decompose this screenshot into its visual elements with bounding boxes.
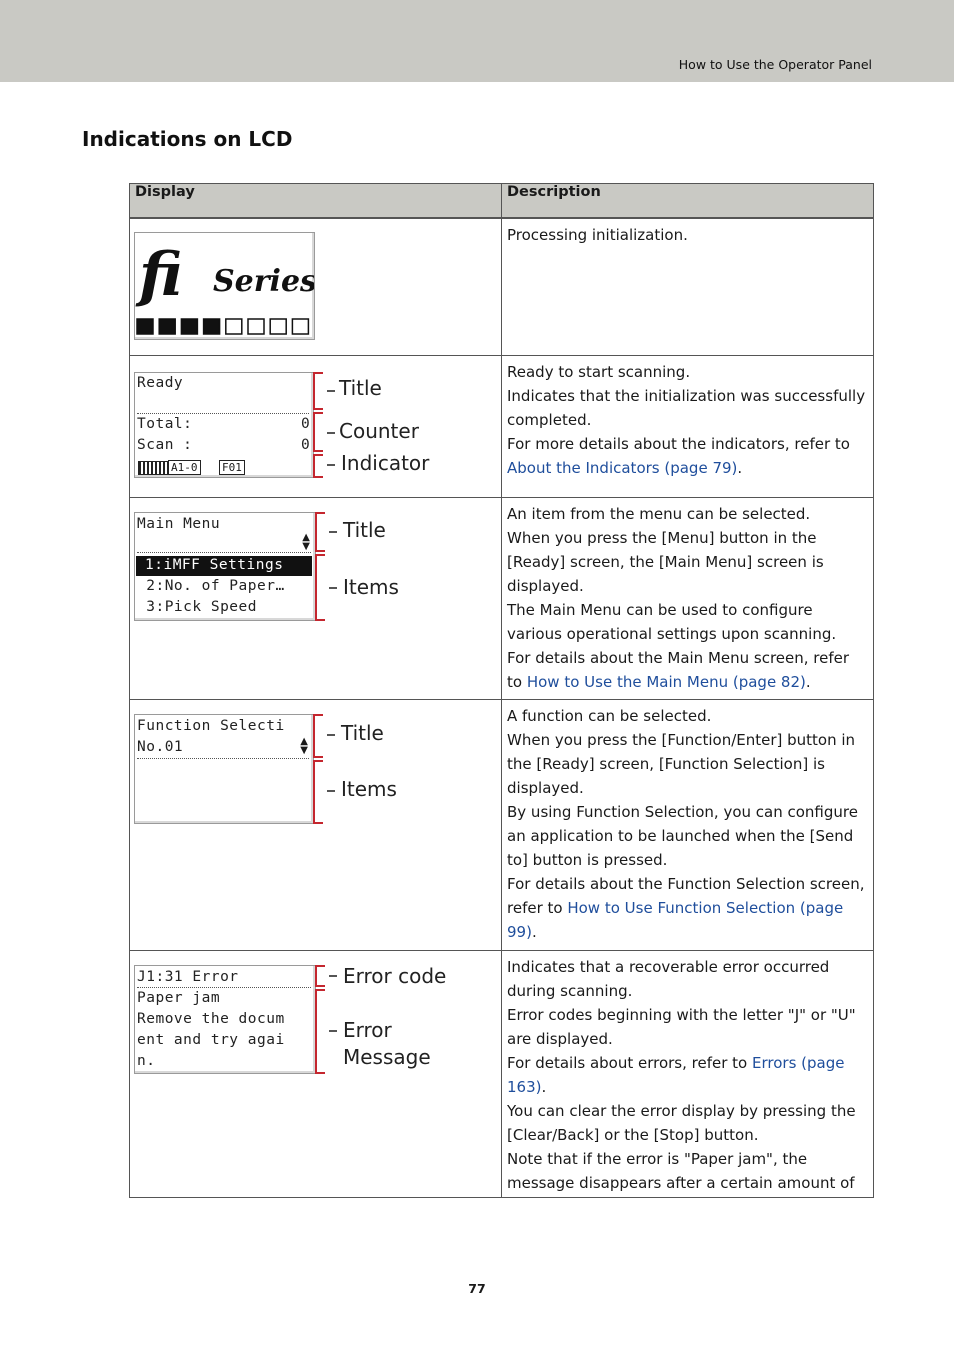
lcd-function-selection-screen <box>134 714 314 824</box>
description-paragraph <box>507 384 868 432</box>
menu-item-3: 3:Pick Speed <box>137 598 257 615</box>
callout-tick <box>327 790 335 792</box>
lcd-scan-value: 0 <box>301 436 311 453</box>
menu-item-2: 2:No. of Paper… <box>137 577 285 594</box>
callout-tick <box>327 734 335 736</box>
reference-link[interactable]: Errors (page 163) <box>507 1053 845 1096</box>
callout-title: Title <box>343 517 386 542</box>
table-row <box>130 950 874 1197</box>
description-text: Processing initialization. <box>507 226 688 244</box>
progress-block-empty <box>292 319 308 334</box>
description-paragraph <box>507 1003 868 1051</box>
description-paragraph <box>507 360 868 384</box>
callout-error: Error <box>343 1017 392 1042</box>
progress-block-filled <box>181 319 197 334</box>
callout-items: Items <box>341 776 397 801</box>
progress-block-empty <box>270 319 286 334</box>
table-row <box>130 355 874 497</box>
callout-counter: Counter <box>339 418 419 443</box>
battery-icon <box>138 461 168 475</box>
description-text: Ready to start scanning. <box>507 362 691 381</box>
table-row <box>130 699 874 950</box>
description-text: You can clear the error display by pressing the [Clear/Back] or the [Stop] button. <box>507 1101 856 1144</box>
callout-title: Title <box>341 720 384 745</box>
lcd-title-line: Ready <box>137 374 184 391</box>
indicator-box-f01: F01 <box>219 460 245 475</box>
lcd-number-line: No.01 <box>137 738 184 755</box>
callout-bracket-indicator <box>313 454 323 478</box>
scroll-arrows-icon: ▲ ▼ <box>300 735 308 756</box>
description-cell <box>502 950 874 1197</box>
scroll-arrows-icon: ▲ ▼ <box>302 531 310 552</box>
description-paragraph <box>507 704 868 728</box>
running-header: How to Use the Operator Panel <box>678 57 872 72</box>
description-text: By using Function Selection, you can configure an application to be launched when the [Send to] button is pressed. <box>507 802 858 869</box>
lcd-divider <box>137 987 311 988</box>
lcd-ready-screen <box>134 372 314 478</box>
progress-indicator <box>137 319 308 334</box>
table-row <box>130 218 874 355</box>
callout-indicator: Indicator <box>341 450 430 475</box>
lcd-error-code-line: J1:31 Error <box>137 968 239 985</box>
callout-tick <box>327 464 335 466</box>
lcd-scan-line: Scan : <box>137 436 193 453</box>
logo-brand: fi <box>139 240 183 310</box>
lcd-message-line: ent and try agai <box>137 1031 285 1048</box>
lcd-message-line: Paper jam <box>137 989 221 1006</box>
description-text: Indicates that a recoverable error occurred during scanning. <box>507 957 830 1000</box>
description-cell <box>502 699 874 950</box>
column-header-description: Description <box>502 184 874 219</box>
page-title: Indications on LCD <box>82 127 293 151</box>
callout-error-code: Error code <box>343 963 447 988</box>
description-cell <box>502 218 874 355</box>
description-cell <box>502 497 874 699</box>
logo-series: Series <box>213 264 314 299</box>
indications-table <box>129 183 874 1198</box>
callout-bracket-error-message <box>315 989 325 1074</box>
description-paragraph <box>507 872 868 944</box>
description-paragraph <box>507 800 868 872</box>
reference-link[interactable]: How to Use the Main Menu (page 82) <box>526 672 806 691</box>
description-text: . <box>737 458 743 477</box>
description-text: When you press the [Menu] button in the [Ready] screen, the [Main Menu] screen is displayed. <box>507 528 824 595</box>
indicator-box-a1: A1-0 <box>168 460 201 475</box>
display-cell-ready <box>130 355 502 497</box>
progress-block-filled <box>137 319 153 334</box>
callout-bracket-items <box>313 760 323 824</box>
reference-link[interactable]: How to Use Function Selection (page 99) <box>507 898 844 941</box>
description-paragraph <box>507 728 868 800</box>
lcd-title-line: Function Selecti <box>137 717 285 734</box>
description-text: . <box>531 922 537 941</box>
lcd-message-line: Remove the docum <box>137 1010 285 1027</box>
callout-bracket-title <box>313 372 323 410</box>
lcd-title-line: Main Menu <box>137 515 221 532</box>
menu-item-1: 1:iMFF Settings <box>145 556 284 573</box>
description-text: For details about the Main Menu screen, refer to <box>507 648 850 691</box>
callout-bracket-counter <box>313 412 323 452</box>
callout-message: Message <box>343 1044 431 1069</box>
lcd-divider <box>137 758 309 759</box>
description-cell <box>502 355 874 497</box>
description-paragraph <box>507 432 868 480</box>
description-text: When you press the [Function/Enter] button in the [Ready] screen, [Function Selection] is displayed. <box>507 730 856 797</box>
description-text: A function can be selected. <box>507 706 712 725</box>
callout-tick <box>327 432 335 434</box>
description-paragraph <box>507 526 868 598</box>
progress-block-filled <box>204 319 220 334</box>
fi-series-logo <box>135 233 314 339</box>
description-text: An item from the menu can be selected. <box>507 504 811 523</box>
table-header-row <box>130 184 874 219</box>
description-paragraph <box>507 223 868 247</box>
callout-bracket-title <box>313 714 323 758</box>
description-text: The Main Menu can be used to configure various operational settings upon scanning. <box>507 600 837 643</box>
display-cell-error <box>130 950 502 1197</box>
reference-link[interactable]: About the Indicators (page 79) <box>507 458 738 477</box>
description-paragraph <box>507 646 868 694</box>
description-paragraph <box>507 502 868 526</box>
callout-bracket-error-code <box>315 965 325 987</box>
callout-items: Items <box>343 574 399 599</box>
description-paragraph <box>507 1099 868 1147</box>
lcd-error-screen <box>134 965 316 1074</box>
description-text: . <box>541 1077 547 1096</box>
callout-bracket-title <box>315 512 325 552</box>
callout-tick <box>329 531 337 533</box>
column-header-display: Display <box>130 184 502 219</box>
callout-tick <box>329 587 337 589</box>
callout-bracket-items <box>315 554 325 621</box>
page-number: 77 <box>468 1281 486 1296</box>
lcd-divider <box>137 552 311 553</box>
lcd-message-line: n. <box>137 1052 156 1069</box>
lcd-main-menu-screen <box>134 512 316 621</box>
lcd-total-value: 0 <box>301 415 311 432</box>
description-paragraph <box>507 598 868 646</box>
description-paragraph <box>507 955 868 1003</box>
description-text: Note that if the error is "Paper jam", the message disappears after a certain amount of <box>507 1149 855 1192</box>
description-paragraph <box>507 1147 868 1195</box>
progress-block-empty <box>226 319 242 334</box>
lcd-total-line: Total: <box>137 415 193 432</box>
description-text: . <box>805 672 811 691</box>
description-paragraph <box>507 1051 868 1099</box>
callout-title: Title <box>339 375 382 400</box>
description-text: Indicates that the initialization was successfully completed. <box>507 386 866 429</box>
progress-block-filled <box>159 319 175 334</box>
display-cell-function-selection <box>130 699 502 950</box>
callout-tick <box>329 1030 337 1032</box>
callout-tick <box>329 975 337 977</box>
lcd-logo-screen <box>134 232 315 340</box>
display-cell-logo <box>130 218 502 355</box>
lcd-divider <box>137 413 309 414</box>
description-text: For details about the Function Selection screen, refer to <box>507 874 865 917</box>
progress-block-empty <box>248 319 264 334</box>
description-text: Error codes beginning with the letter "J" or "U" are displayed. <box>507 1005 856 1048</box>
description-text: For more details about the indicators, refer to <box>507 434 850 453</box>
table-row <box>130 497 874 699</box>
display-cell-main-menu <box>130 497 502 699</box>
description-text: For details about errors, refer to <box>507 1053 752 1072</box>
callout-tick <box>327 390 335 392</box>
